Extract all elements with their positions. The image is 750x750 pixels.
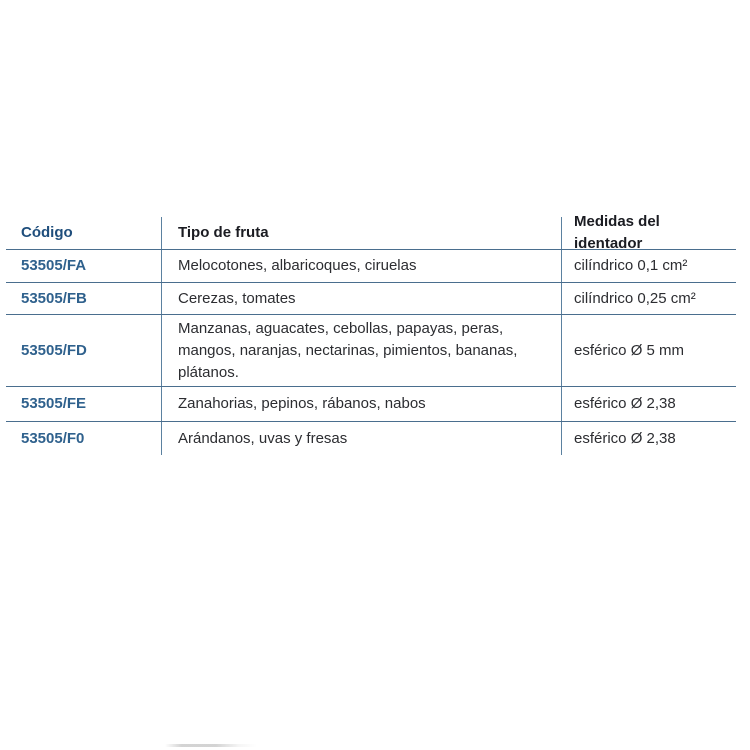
cell-codigo: [6, 422, 161, 455]
cell-codigo: [6, 387, 161, 421]
column-header-tipo-de-fruta: Tipo de fruta: [161, 217, 561, 249]
fruit-types-value: Cerezas, tomates: [178, 289, 296, 307]
cell-medidas: [561, 422, 736, 455]
fruit-types-value: Arándanos, uvas y fresas: [178, 429, 348, 447]
cell-codigo: [6, 250, 161, 282]
indenter-measure-value: esférico Ø 2,38: [574, 429, 676, 447]
cell-medidas: [561, 315, 736, 386]
fruit-indenter-table: [6, 213, 736, 455]
table-row: [6, 422, 736, 455]
indenter-measure-value: cilíndrico 0,25 cm²: [574, 289, 696, 307]
cell-codigo: [6, 283, 161, 314]
column-header-medidas-del-identador: Medidas del identador: [561, 217, 736, 249]
cell-medidas: [561, 283, 736, 314]
cell-tipo-de-fruta: [161, 250, 561, 282]
table-row: [6, 250, 736, 283]
code-value: 53505/FE: [21, 395, 87, 412]
code-value: 53505/FB: [21, 289, 87, 307]
cell-medidas: [561, 250, 736, 282]
fruit-types-value: Manzanas, aguacates, cebollas, papayas, peras, mangos, naranjas, nectarinas, pimientos, bananas, plátanos.: [178, 319, 518, 381]
code-value: 53505/FA: [21, 257, 87, 274]
indenter-measure-value: esférico Ø 5 mm: [574, 341, 685, 359]
table-row: [6, 315, 736, 387]
table-row: [6, 387, 736, 422]
indenter-measure-value: cilíndrico 0,1 cm²: [574, 257, 688, 274]
cell-tipo-de-fruta: [161, 315, 561, 386]
cell-tipo-de-fruta: [161, 387, 561, 421]
indenter-measure-value: esférico Ø 2,38: [574, 395, 676, 412]
column-header-codigo: Código: [21, 224, 73, 241]
cutoff-element-shadow: [165, 744, 257, 747]
cell-medidas: [561, 387, 736, 421]
table-row: [6, 283, 736, 315]
fruit-types-value: Zanahorias, pepinos, rábanos, nabos: [178, 395, 426, 412]
code-value: 53505/F0: [21, 429, 85, 447]
table-body: [6, 250, 736, 455]
code-value: 53505/FD: [21, 341, 87, 359]
cell-tipo-de-fruta: [161, 283, 561, 314]
fruit-types-value: Melocotones, albaricoques, ciruelas: [178, 257, 417, 274]
cell-codigo: [6, 315, 161, 386]
cell-tipo-de-fruta: [161, 422, 561, 455]
table-header-row: [6, 213, 736, 252]
